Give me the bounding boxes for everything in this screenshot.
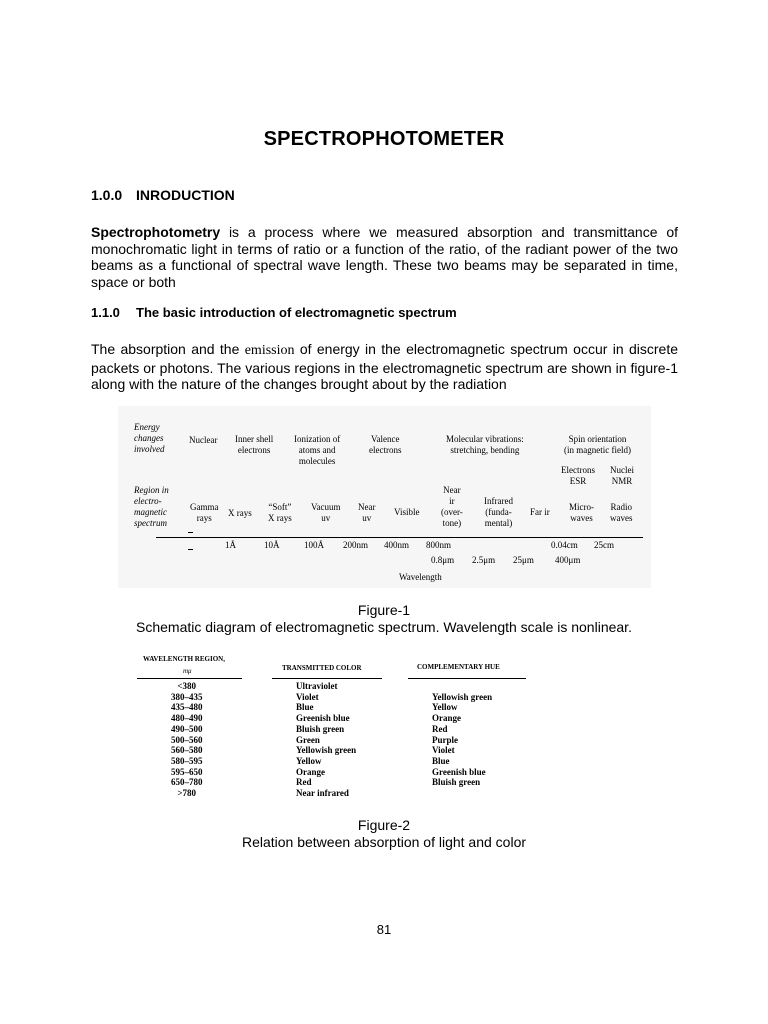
section-title: The basic introduction of electromagnetic spectrum (136, 305, 457, 320)
complementary-hue-cell: Bluish green (432, 777, 481, 788)
transmitted-color-cell: Ultraviolet (296, 681, 338, 691)
axis-tick (188, 549, 193, 550)
complementary-column (432, 692, 492, 788)
energy-nuclei-nmr: Nuclei NMR (610, 465, 634, 486)
wavelength-cell: 490–500 (171, 723, 203, 734)
transmitted-column (296, 681, 356, 799)
energy-nuclear: Nuclear (189, 435, 218, 445)
wavelength-column (171, 681, 203, 799)
scale-10-angstrom: 10Å (264, 540, 280, 550)
header-wavelength-region: WAVELENGTH REGION, (143, 655, 225, 663)
region-near-uv: Near uv (358, 502, 376, 523)
transmitted-color-cell: Blue (296, 702, 314, 713)
energy-valence: Valence electrons (369, 434, 402, 455)
complementary-hue-cell: Red (432, 723, 448, 734)
region-label: Region in electro- magnetic spectrum (134, 485, 169, 528)
scale-0-04cm: 0.04cm (551, 540, 578, 550)
page-number: 81 (376, 922, 392, 937)
section-heading-spectrum (91, 305, 457, 320)
wavelength-cell: 560–580 (171, 745, 203, 756)
transmitted-color-cell: Orange (296, 766, 325, 777)
header-complementary-hue: COMPLEMENTARY HUE (417, 663, 500, 671)
header-rule (137, 678, 242, 679)
page-title: SPECTROPHOTOMETER (263, 128, 505, 150)
wavelength-cell: 595–650 (171, 766, 203, 777)
complementary-hue-cell: Purple (432, 734, 458, 745)
scale-200nm: 200nm (343, 540, 369, 550)
transmitted-color-cell: Yellow (296, 755, 322, 766)
header-transmitted-color: TRANSMITTED COLOR (282, 664, 362, 672)
complementary-hue-cell: Greenish blue (432, 766, 486, 777)
axis-label-wavelength: Wavelength (399, 572, 442, 582)
energy-inner-shell: Inner shell electrons (235, 434, 274, 455)
scale-100-angstrom: 100Å (304, 540, 324, 550)
complementary-hue-cell: Violet (432, 745, 455, 756)
section-title: INRODUCTION (136, 187, 235, 203)
region-near-ir: Near ir (over- tone) (441, 485, 463, 528)
figure-2-color-table (135, 652, 535, 802)
paragraph-text: The absorption and the (91, 341, 245, 357)
region-radio-waves: Radio waves (610, 502, 633, 523)
term-spectrophotometry: Spectrophotometry (91, 224, 221, 240)
wavelength-axis (156, 537, 643, 538)
region-infrared: Infrared (funda- mental) (484, 496, 513, 528)
complementary-hue-cell: Orange (432, 713, 461, 724)
energy-electrons-esr: Electrons ESR (561, 465, 595, 486)
scale-800nm: 800nm (426, 540, 452, 550)
energy-changes-label: Energy changes involved (134, 422, 165, 454)
energy-spin-orientation: Spin orientation (in magnetic field) (564, 434, 631, 455)
header-unit: mμ (183, 667, 192, 675)
paragraph-text: of energy in the electromagnetic spectrum occur in discrete packets or photons. The various regions in the electromagnetic spectrum are shown in figure-1 along with the nature of the changes brought about by the radiation (91, 341, 678, 393)
region-visible: Visible (394, 507, 420, 517)
transmitted-color-cell: Bluish green (296, 723, 345, 734)
scale-25cm: 25cm (594, 540, 614, 550)
scale-25um: 25μm (513, 555, 534, 565)
figure-2-label: Figure-2 (357, 817, 411, 833)
section-number: 1.1.0 (91, 305, 120, 320)
wavelength-cell: <380 (177, 681, 197, 691)
complementary-hue-cell: Blue (432, 755, 450, 766)
scale-2-5um: 2.5μm (472, 555, 496, 565)
paragraph-introduction (91, 224, 678, 291)
figure-2-caption: Relation between absorption of light and color (241, 834, 527, 850)
region-soft-xrays: “Soft” X rays (268, 502, 292, 523)
energy-ionization: Ionization of atoms and molecules (294, 434, 341, 466)
wavelength-cell: 500–560 (171, 734, 203, 745)
wavelength-cell: 650–780 (171, 777, 203, 788)
paragraph-spectrum (91, 341, 678, 393)
scale-400nm: 400nm (384, 540, 410, 550)
transmitted-color-cell: Near infrared (296, 788, 349, 799)
region-gamma: Gamma rays (190, 502, 219, 523)
scale-0-8um: 0.8μm (431, 555, 455, 565)
region-microwaves: Micro- waves (569, 502, 594, 523)
transmitted-color-cell: Yellowish green (296, 745, 357, 756)
section-number: 1.0.0 (91, 187, 123, 203)
paragraph-text: is a process where we measured absorption and transmittance of monochromatic light in terms of ratio or a function of the ratio, of the radiant power of the two beams as a functional of spectral wave length. These two beams may be separated in time, space or both (91, 224, 678, 291)
section-heading-introduction (91, 187, 235, 203)
region-far-ir: Far ir (530, 507, 550, 517)
figure-1-spectrum-diagram (118, 406, 651, 588)
energy-molecular-vibrations: Molecular vibrations: stretching, bending (446, 434, 524, 455)
wavelength-cell: 435–480 (171, 702, 203, 713)
wavelength-cell: 380–435 (171, 691, 203, 702)
wavelength-cell: >780 (177, 788, 197, 799)
axis-tick (188, 532, 193, 533)
region-vacuum-uv: Vacuum uv (311, 502, 341, 523)
wavelength-cell: 580–595 (171, 755, 203, 766)
header-rule (272, 678, 382, 679)
complementary-hue-cell: Yellow (432, 702, 458, 713)
complementary-hue-cell: Yellowish green (432, 691, 493, 702)
scale-1-angstrom: 1Å (225, 540, 236, 550)
wavelength-cell: 480–490 (171, 713, 203, 724)
transmitted-color-cell: Green (296, 734, 320, 745)
transmitted-color-cell: Red (296, 777, 312, 788)
transmitted-color-cell: Greenish blue (296, 713, 350, 724)
figure-1-label: Figure-1 (357, 602, 411, 618)
emission-word: emission (244, 343, 295, 358)
region-xrays: X rays (228, 508, 252, 518)
figure-1-caption: Schematic diagram of electromagnetic spectrum. Wavelength scale is nonlinear. (136, 619, 632, 635)
header-rule (408, 678, 526, 679)
transmitted-color-cell: Violet (296, 691, 319, 702)
scale-400um: 400μm (555, 555, 581, 565)
